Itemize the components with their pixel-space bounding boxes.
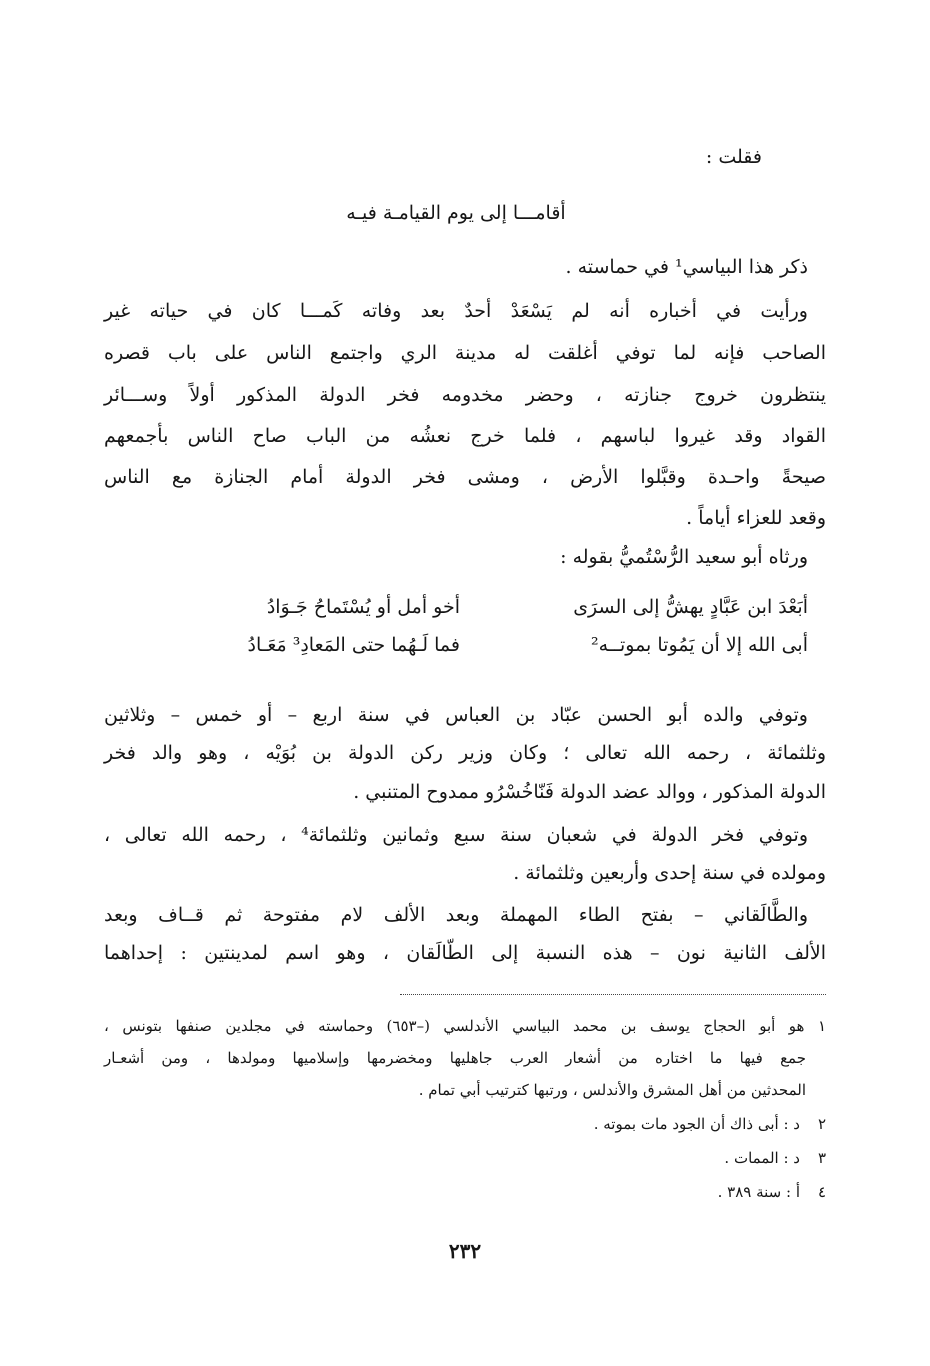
paragraph-2-line-1: ورأيت في أخباره أنه لم يَسْعَدْ أحدٌ بعد وفاته كَمـــا كان في حياته غير [104, 300, 808, 322]
verse-2-second-hemistich: فما لَـهُما حتى المَعادِ³ مَعَـادُ [247, 634, 460, 656]
paragraph-2-line-2: الصاحب فإنه لما توفي أغلقت له مدينة الري واجتمع الناس على باب قصره [104, 342, 826, 364]
footnote-3-text: د : الممات . [724, 1149, 800, 1167]
paragraph-6-line-2: الألف الثانية نون – هذه النسبة إلى الطّالَقان ، وهو اسم لمدينتين : إحداهما [104, 942, 826, 964]
footnote-separator [400, 994, 826, 995]
paragraph-2-line-5: صيحةً واحـدة وقبَّلوا الأرض ، ومشى فخر الدولة أمام الجنازة مع الناس [104, 466, 826, 488]
footnote-2-text: د : أبى ذاك أن الجود مات بموته . [593, 1115, 800, 1133]
paragraph-5-line-1: وتوفي فخر الدولة في شعبان سنة سبع وثمانين وثلثمائة⁴ ، رحمه الله تعالى ، [104, 824, 808, 846]
paragraph-4-line-2: وثلثمائة ، رحمه الله تعالى ؛ وكان وزير ركن الدولة بن بُوَيْه ، وهو والد فخر [104, 742, 826, 764]
paragraph-2-line-3: ينتظرون خروج جنازته ، وحضر مخدومه فخر الدولة المذكور أولاً وســـائر [104, 384, 826, 406]
verse-quote: أقامـــا إلى يوم القيامـة فيـه [346, 202, 566, 224]
paragraph-4-line-3: الدولة المذكور ، ووالد عضد الدولة فَنّاخُسْرُو ممدوح المتنبي . [353, 781, 826, 803]
paragraph-1-line-1: ذكر هذا البياسي¹ في حماسته . [565, 256, 808, 278]
paragraph-2-line-6: وقعد للعزاء أياماً . [686, 507, 826, 529]
footnote-4-text: أ : سنة ٣٨٩ . [717, 1183, 800, 1201]
footnote-1-line-1: ١ هو أبو الحجاج يوسف بن محمد البياسي الأندلسي (–٦٥٣) وحماسته في مجلدين صنفها بتونس ، [104, 1017, 826, 1035]
footnote-2-number: ٢ [817, 1115, 826, 1133]
paragraph-4-line-1: وتوفي والده أبو الحسن عبّاد بن العباس في سنة اربع – أو خمس – وثلاثين [104, 704, 808, 726]
footnote-3-number: ٣ [817, 1149, 826, 1167]
paragraph-2-line-4: القواد وقد غيروا لباسهم ، فلما خرج نعشُه من الباب صاح الناس بأجمعهم [104, 425, 826, 447]
paragraph-5-line-2: ومولده في سنة إحدى وأربعين وثلثمائة . [513, 862, 826, 884]
page-number: ٢٣٢ [448, 1239, 482, 1263]
verse-1-second-hemistich: أخو أمل أو يُسْتَماحُ جَـوَادُ [266, 596, 460, 618]
verse-2-first-hemistich: أبى الله إلا أن يَمُوتا بموتــه² [591, 634, 808, 656]
footnote-4-number: ٤ [817, 1183, 826, 1201]
paragraph-3-line-1: ورثاه أبو سعيد الرُّسْتُميُّ بقوله : [560, 546, 808, 568]
footnote-1-line-3: المحدثين من أهل المشرق والأندلس ، ورتبها كترتيب أبي تمام . [418, 1081, 806, 1099]
intro-heading: فقلت : [705, 146, 762, 168]
footnote-1-line-2: جمع فيها ما اختاره من أشعار العرب جاهليها ومخضرمها وإسلاميها ومولدها ، ومن أشعـار [104, 1049, 806, 1067]
verse-1-first-hemistich: أبَعْدَ ابن عَبَّادٍ يهشُّ إلى السرَى [573, 596, 808, 618]
paragraph-6-line-1: والطَّالَقاني – بفتح الطاء المهملة وبعد الألف لام مفتوحة ثم قــاف وبعد [104, 904, 808, 926]
